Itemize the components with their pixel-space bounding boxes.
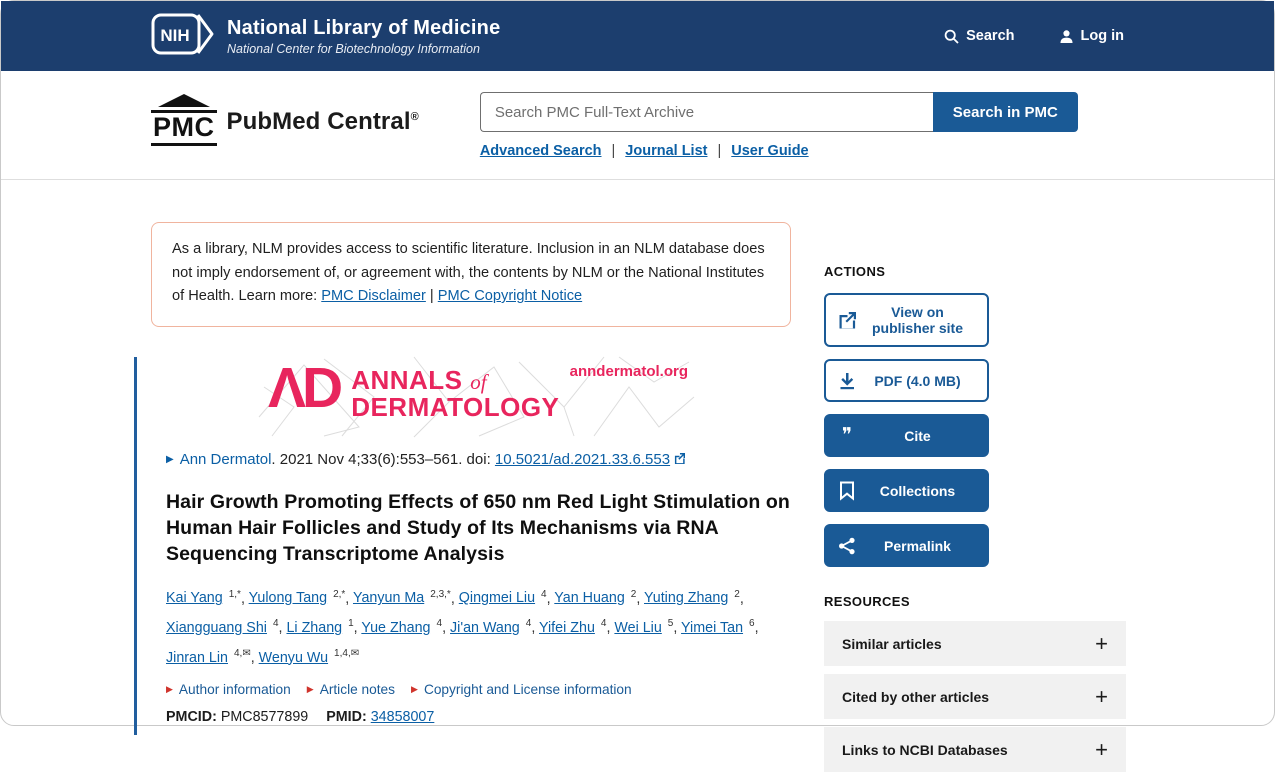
site-title: National Library of Medicine (227, 16, 501, 39)
pmc-search-submit-button[interactable]: Search in PMC (933, 92, 1078, 132)
download-icon (836, 372, 858, 390)
author-affiliation-sup: 4 (600, 618, 607, 630)
nih-logo-icon (151, 11, 215, 62)
author-affiliation-sup: 1 (348, 618, 354, 630)
search-icon (944, 29, 959, 44)
share-icon (836, 537, 858, 555)
pmc-bar (1, 71, 1274, 180)
author-link[interactable]: Yifei Zhu (539, 620, 595, 637)
sidebar (824, 264, 1134, 772)
journal-link[interactable]: Ann Dermatol (179, 450, 272, 468)
author-affiliation-sup: 6 (749, 618, 755, 630)
article-ids (166, 709, 799, 725)
journal-logo-link[interactable] (264, 357, 694, 437)
author-link[interactable]: Yue Zhang (361, 620, 431, 637)
meta-link-label: Author information (178, 681, 291, 697)
meta-link-article-notes[interactable] (307, 682, 395, 697)
caret-icon: ▶ (166, 683, 173, 694)
meta-link-copyright-and-license-information[interactable] (411, 682, 632, 697)
citation-detail: . 2021 Nov 4;33(6):553–561. doi: (271, 450, 495, 468)
author-affiliation-sup: 4 (436, 618, 443, 630)
pmc-nav-link[interactable]: Journal List (625, 143, 708, 159)
author-link[interactable]: Yan Huang (554, 590, 625, 607)
quote-icon: ❞ (841, 424, 853, 446)
bookmark-icon (836, 481, 858, 500)
author-affiliation-sup: 2 (734, 588, 740, 600)
author-affiliation-sup: 4 (525, 618, 532, 630)
author-link[interactable]: Wei Liu (614, 620, 662, 637)
disclaimer-text: As a library, NLM provides access to scientific literature. Inclusion in an NLM database does not imply endorsement of, or agreement with, the contents by NLM or the National Institutes of Health. Learn more: (172, 241, 765, 304)
journal-name: ANNALS of DERMATOLOGY (351, 364, 560, 422)
pmid-label: PMID: (326, 708, 367, 725)
actions-heading: ACTIONS (824, 264, 886, 279)
author (353, 590, 451, 606)
pdf-4-0-mb--button[interactable] (824, 359, 989, 402)
login-button[interactable] (1059, 28, 1125, 44)
meta-link-author-information[interactable] (166, 682, 291, 697)
login-label: Log in (1080, 28, 1124, 44)
nlm-header (1, 1, 1274, 71)
article-title: Hair Growth Promoting Effects of 650 nm Red Light Stimulation on Human Hair Follicles and Study of Its Mechanisms via RNA Sequencing Transcriptome Analysis (166, 490, 790, 565)
pmc-search-input[interactable] (480, 92, 933, 132)
pmcid-label: PMCID: (166, 708, 217, 725)
author (644, 590, 740, 606)
caret-icon: ▶ (306, 683, 314, 694)
action-button-label: View on publisher site (871, 304, 964, 336)
nlm-logo[interactable] (151, 11, 500, 62)
author-link[interactable]: Jinran Lin (166, 649, 228, 666)
author (166, 590, 241, 606)
author-link[interactable]: Yanyun Ma (352, 590, 425, 607)
journal-website: anndermatol.org (569, 362, 688, 380)
author (249, 590, 346, 606)
author-link[interactable]: Qingmei Liu (458, 590, 536, 607)
doi-link[interactable]: 10.5021/ad.2021.33.6.553 (494, 450, 671, 468)
resource-accordion-similar-articles[interactable] (824, 621, 1126, 666)
disclaimer-link[interactable]: PMC Copyright Notice (437, 288, 583, 304)
author-link[interactable]: Kai Yang (166, 590, 223, 607)
expand-plus-icon: + (1095, 630, 1108, 656)
collections-button[interactable] (824, 469, 989, 512)
user-icon (1059, 29, 1074, 44)
caret-icon: ▶ (411, 683, 418, 694)
author (554, 590, 636, 606)
author-affiliation-sup: 5 (667, 618, 674, 630)
author-affiliation-sup: 1,4,✉ (334, 648, 360, 660)
action-button-label: Permalink (884, 537, 951, 554)
author (166, 620, 279, 636)
author-affiliation-sup: 4 (541, 588, 547, 600)
expand-plus-icon: + (1095, 683, 1108, 709)
author-link[interactable]: Wenyu Wu (258, 649, 329, 666)
actions-list (824, 293, 989, 567)
site-subtitle: National Center for Biotechnology Information (227, 41, 480, 56)
caret-icon: ▶ (166, 453, 174, 465)
action-button-label: Collections (879, 482, 956, 499)
author (166, 650, 251, 666)
pmcid-value: PMC8577899 (220, 708, 309, 725)
pmc-search-zone (480, 92, 1078, 159)
pmc-wordmark: PubMed Central® (226, 108, 419, 135)
header-search-label: Search (966, 28, 1015, 44)
author (361, 620, 442, 636)
resource-label: Similar articles (842, 635, 942, 652)
author (459, 590, 547, 606)
citation-line (166, 451, 799, 468)
resources-heading: RESOURCES (824, 594, 910, 609)
author (259, 650, 359, 666)
author-link[interactable]: Yulong Tang (248, 590, 328, 607)
author-affiliation-sup: 2 (630, 588, 637, 600)
divider: | (611, 143, 616, 159)
resource-label: Cited by other articles (842, 688, 990, 705)
header-tools (944, 28, 1124, 44)
action-button-label: PDF (4.0 MB) (874, 372, 961, 389)
author (614, 620, 673, 636)
meta-link-label: Copyright and License information (423, 681, 632, 697)
permalink-button[interactable] (824, 524, 989, 567)
expand-plus-icon: + (1095, 736, 1108, 762)
author (681, 620, 755, 636)
disclaimer-link[interactable]: PMC Disclaimer (321, 288, 426, 304)
cite-button[interactable] (824, 414, 989, 457)
view-on-publisher-site-button[interactable] (824, 293, 989, 347)
resources-list (824, 621, 1126, 772)
pmc-building-icon: PMC (151, 94, 217, 146)
author-link[interactable]: Yimei Tan (681, 620, 744, 637)
svg-text:NIH: NIH (160, 25, 190, 45)
author-affiliation-sup: 4,✉ (233, 648, 251, 660)
pmid-link[interactable]: 34858007 (370, 708, 435, 725)
author (450, 620, 531, 636)
author-link[interactable]: Ji'an Wang (450, 620, 520, 637)
author-link[interactable]: Li Zhang (286, 620, 343, 637)
divider: | (717, 143, 722, 159)
header-search-button[interactable] (944, 28, 1014, 44)
pmc-nav-link[interactable]: User Guide (731, 143, 809, 159)
author-affiliation-sup: 2,* (333, 588, 346, 600)
meta-link-label: Article notes (319, 681, 396, 697)
pmc-nav-link[interactable]: Advanced Search (479, 143, 602, 159)
author (286, 620, 353, 636)
resource-label: Links to NCBI Databases (842, 741, 1008, 758)
author-affiliation-sup: 1,* (228, 588, 241, 600)
pmc-logo[interactable] (151, 92, 419, 146)
action-button-label: Cite (904, 427, 931, 444)
resource-accordion-cited-by-other-articles[interactable] (824, 674, 1126, 719)
resource-accordion-links-to-ncbi-databases[interactable] (824, 727, 1126, 772)
external-link-icon (836, 311, 858, 330)
author-affiliation-sup: 4 (272, 618, 279, 630)
author-link[interactable]: Xiangguang Shi (166, 620, 267, 637)
article-header-section (134, 357, 799, 735)
main-content (1, 222, 1274, 768)
journal-monogram: ΛD (268, 355, 340, 420)
author (539, 620, 606, 636)
nlm-disclaimer-box: As a library, NLM provides access to scientific literature. Inclusion in an NLM database does not imply endorsement of, or agreement with, the contents by NLM or the National Institutes of Health. Learn more: PMC Disclaimer | PMC Copyright Notice (151, 222, 791, 327)
author-list: Kai Yang $^{1,*}$, Yulong Tang $^{2,*}$, Yanyun Ma $^{2,3,*}$, Qingmei Liu $^4$, Yan Huang $^2$, Yuting Zhang $^2$, Xiangguang Shi $^4$, Li Zhang $^1$, Yue Zhang $^4$, Ji'an Wang $^4$, Yifei Zhu $^4$, Wei Liu $^5$, Yimei Tan $^6$, Jinran Lin $^{4,✉}$, Wenyu Wu $^{1,4,✉}$ (166, 588, 759, 666)
article-meta-links (166, 682, 799, 697)
external-link-icon (674, 451, 685, 468)
pmc-nav-links (480, 143, 1078, 159)
author-link[interactable]: Yuting Zhang (644, 590, 729, 607)
author-affiliation-sup: 2,3,* (430, 588, 451, 600)
